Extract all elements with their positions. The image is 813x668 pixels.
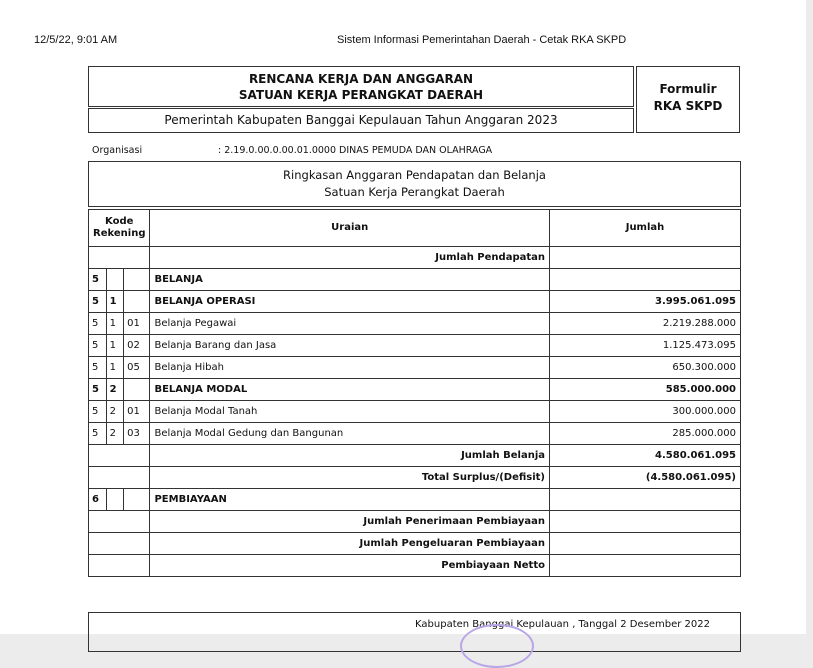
- uraian-cell: BELANJA MODAL: [150, 379, 550, 401]
- kode-2-cell: 2: [106, 423, 124, 445]
- kode-3-cell: 01: [124, 401, 150, 423]
- uraian-cell: BELANJA OPERASI: [150, 291, 550, 313]
- document-subtitle: Pemerintah Kabupaten Banggai Kepulauan Tahun Anggaran 2023: [88, 108, 634, 133]
- uraian-cell: Pembiayaan Netto: [150, 555, 550, 577]
- kode-1-cell: 5: [89, 423, 107, 445]
- kode-3-cell: 01: [124, 313, 150, 335]
- kode-1-cell: 5: [89, 335, 107, 357]
- official-stamp: [460, 624, 534, 668]
- jumlah-cell: 650.300.000: [550, 357, 741, 379]
- uraian-cell: Jumlah Pengeluaran Pembiayaan: [150, 533, 550, 555]
- uraian-cell: Total Surplus/(Defisit): [150, 467, 550, 489]
- uraian-cell: Jumlah Penerimaan Pembiayaan: [150, 511, 550, 533]
- kode-cell: [89, 511, 150, 533]
- document-title-line2: SATUAN KERJA PERANGKAT DAERAH: [238, 88, 484, 102]
- kode-3-cell: [124, 489, 150, 511]
- uraian-cell: Belanja Hibah: [150, 357, 550, 379]
- table-row: [89, 467, 741, 489]
- jumlah-cell: 2.219.288.000: [550, 313, 741, 335]
- jumlah-cell: 4.580.061.095: [550, 445, 741, 467]
- kode-1-cell: 5: [89, 401, 107, 423]
- header-jumlah: Jumlah: [550, 210, 741, 247]
- print-datetime: 12/5/22, 9:01 AM: [34, 34, 118, 46]
- uraian-cell: PEMBIAYAAN: [150, 489, 550, 511]
- uraian-cell: Belanja Barang dan Jasa: [150, 335, 550, 357]
- jumlah-cell: 3.995.061.095: [550, 291, 741, 313]
- document-title-box: [88, 66, 634, 107]
- jumlah-cell: [550, 555, 741, 577]
- kode-3-cell: [124, 379, 150, 401]
- table-row: [89, 489, 741, 511]
- kode-1-cell: 5: [89, 379, 107, 401]
- header-uraian: Uraian: [150, 210, 550, 247]
- table-row: [89, 423, 741, 445]
- kode-1-cell: 6: [89, 489, 107, 511]
- jumlah-cell: 1.125.473.095: [550, 335, 741, 357]
- table-row: [89, 511, 741, 533]
- kode-1-cell: 5: [89, 357, 107, 379]
- kode-1-cell: 5: [89, 313, 107, 335]
- jumlah-cell: 285.000.000: [550, 423, 741, 445]
- kode-2-cell: 2: [106, 401, 124, 423]
- jumlah-cell: [550, 533, 741, 555]
- kode-2-cell: 1: [106, 357, 124, 379]
- header-kode-rekening: Kode Rekening: [89, 210, 150, 247]
- table-row: [89, 445, 741, 467]
- kode-2-cell: 2: [106, 379, 124, 401]
- kode-1-cell: 5: [89, 291, 107, 313]
- jumlah-cell: 585.000.000: [550, 379, 741, 401]
- table-row: [89, 269, 741, 291]
- print-header-title: Sistem Informasi Pemerintahan Daerah - Cetak RKA SKPD: [337, 34, 627, 46]
- kode-3-cell: 02: [124, 335, 150, 357]
- budget-summary-table: [88, 209, 741, 577]
- organization-label: Organisasi: [92, 145, 143, 156]
- table-row: [89, 247, 741, 269]
- kode-cell: [89, 533, 150, 555]
- uraian-cell: BELANJA: [150, 269, 550, 291]
- kode-2-cell: [106, 269, 124, 291]
- form-label-line1: Formulir: [659, 82, 717, 96]
- jumlah-cell: [550, 269, 741, 291]
- summary-title-box: [88, 161, 741, 207]
- form-label-box: [636, 66, 740, 133]
- table-row: [89, 357, 741, 379]
- kode-cell: [89, 247, 150, 269]
- summary-title-line1: Ringkasan Anggaran Pendapatan dan Belanja: [283, 168, 546, 182]
- kode-cell: [89, 555, 150, 577]
- signature-box: [88, 612, 741, 652]
- jumlah-cell: [550, 489, 741, 511]
- uraian-cell: Belanja Pegawai: [150, 313, 550, 335]
- jumlah-cell: 300.000.000: [550, 401, 741, 423]
- table-row: [89, 533, 741, 555]
- kode-3-cell: 05: [124, 357, 150, 379]
- kode-2-cell: [106, 489, 124, 511]
- jumlah-cell: [550, 247, 741, 269]
- kode-cell: [89, 467, 150, 489]
- jumlah-cell: (4.580.061.095): [550, 467, 741, 489]
- form-label-line2: RKA SKPD: [653, 99, 723, 113]
- table-row: [89, 555, 741, 577]
- uraian-cell: Belanja Modal Tanah: [150, 401, 550, 423]
- kode-cell: [89, 445, 150, 467]
- summary-title-line2: Satuan Kerja Perangkat Daerah: [324, 185, 505, 199]
- uraian-cell: Belanja Modal Gedung dan Bangunan: [150, 423, 550, 445]
- uraian-cell: Jumlah Pendapatan: [150, 247, 550, 269]
- kode-2-cell: 1: [106, 335, 124, 357]
- kode-2-cell: 1: [106, 291, 124, 313]
- uraian-cell: Jumlah Belanja: [150, 445, 550, 467]
- jumlah-cell: [550, 511, 741, 533]
- organization-value: : 2.19.0.00.0.00.01.0000 DINAS PEMUDA DAN OLAHRAGA: [218, 145, 493, 156]
- kode-3-cell: [124, 291, 150, 313]
- table-row: [89, 379, 741, 401]
- place-date: Kabupaten Banggai Kepulauan , Tanggal 2 Desember 2022: [415, 619, 710, 630]
- table-row: [89, 401, 741, 423]
- kode-3-cell: [124, 269, 150, 291]
- kode-1-cell: 5: [89, 269, 107, 291]
- table-row: [89, 335, 741, 357]
- table-row: [89, 291, 741, 313]
- kode-3-cell: 03: [124, 423, 150, 445]
- kode-2-cell: 1: [106, 313, 124, 335]
- document-title-line1: RENCANA KERJA DAN ANGGARAN: [248, 72, 474, 86]
- table-row: [89, 313, 741, 335]
